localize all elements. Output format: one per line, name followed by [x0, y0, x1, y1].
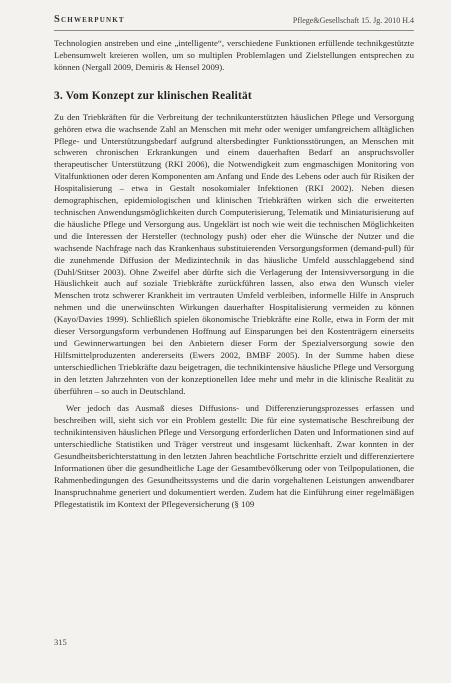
section-label: Schwerpunkt: [54, 14, 125, 25]
running-header: [54, 14, 414, 31]
body-paragraph-2: Wer jedoch das Ausmaß dieses Diffusions- und Differenzierungsprozesses erfassen und beschreiben will, sieht sich vor ein Problem gestellt: Die für eine systematische Beschreibung der technikintensiven häuslichen Pflege und Versorgung erforderlichen Daten und Informationen sind auf unterschiedliche Statistiken und Träger verstreut und insgesamt lückenhaft. Zwar konnten in der Gesundheitsberichterstattung in den letzten Jahren beachtliche Fortschritte erzielt und differenziertere Informationen über die gesundheitliche Lage der Gesamtbevölkerung oder von Teilpopulationen, die Rahmenbedingungen des Gesundheitssystems und die darin vorgehaltenen Leistungen anwendbarer Inanspruchnahme generiert und dokumentiert werden. Zudem hat die Einführung einer regelmäßigen Pflegestatistik im Kontext der Pflegeversicherung (§ 109: [54, 403, 414, 509]
intro-paragraph: Technologien anstreben und eine „intelligente“, verschiedene Funktionen erfüllende technikgestützte Lebensumwelt kreieren wollen, um so multiplen Problemlagen und Zielstellungen entsprechen zu können (Nergall 2009, Demiris & Hensel 2009).: [54, 38, 414, 72]
article-body: [54, 38, 414, 511]
body-paragraph-1: Zu den Triebkräften für die Verbreitung der technikunterstützten häuslichen Pflege und Versorgung gehören etwa die wachsende Zahl an Menschen mit mehr oder weniger umfangreichem alltäglichen Pflege- und Unterstützungsbedarf aufgrund altersbedingter Funktionsstörungen, an Menschen mit schweren chronischen Erkrankungen und einem dauerhaften Bedarf an anspruchsvoller therapeutischer Unterstützung (RKI 2006), die Notwendigkeit zum engmaschigen Monitoring von Vitalfunktionen oder deren Komponenten am Anfang und Ende des Lebens oder auch für Risiken der Hospitalisierung – etwa in Gestalt nosokomialer Infektionen (RKI 2002). Neben diesen demographischen, epidemiologischen und klinischen Triebkräften wirken sich die erweiterten technischen Anwendungsmöglichkeiten durch Computerisierung, Telematik und Miniaturisierung auf die häusliche Pflege und Versorgung aus. Ungeklärt ist noch wie weit die technischen Möglichkeiten und die Interessen der Hersteller (technology push) oder eher die Wünsche der Nutzer und die wachsende Nachfrage nach das Krankenhaus substituierenden Versorgungsformen (demand-pull) für die zunehmende Diffusion der Medizintechnik in das häusliche Umfeld ausschlaggebend sind (Duhl/Stitser 2003). Ohne Zweifel aber dürfte sich die Verlagerung der Intensivversorgung in die Häuslichkeit auch auf soziale Triebkräfte zurückführen lassen, also etwa den Wunsch vieler Menschen trotz schwerer Krankheit im vertrauten Umfeld verbleiben, informelle Hilfe in Anspruch nehmen und die unerwünschten Wirkungen dauerhafter Hospitalisierung vermeiden zu können (Kayo/Davies 1999). Schließlich spielen ökonomische Triebkräfte eine Rolle, etwa in Form der mit dieser Versorgungsform verbundenen Hoffnung auf Einsparungen bei den Kostenträgern einerseits und Gewinnerwartungen bei den Anbietern dieser Form der Spezialversorgung sowie den Hilfsmittelproduzenten andererseits (Ewers 2002, BMBF 2005). In der Summe haben diese unterschiedlichen Triebkräfte dazu beigetragen, die technikintensive häusliche Pflege und Versorgung in den letzten Jahrzehnten von der konzeptionellen Idee mehr und mehr in die klinische Realität zu überführen – so auch in Deutschland.: [54, 111, 414, 396]
page-number: 315: [54, 637, 67, 647]
section-heading: 3. Vom Konzept zur klinischen Realität: [54, 89, 252, 102]
journal-citation: Pflege&Gesellschaft 15. Jg. 2010 H.4: [292, 16, 414, 25]
